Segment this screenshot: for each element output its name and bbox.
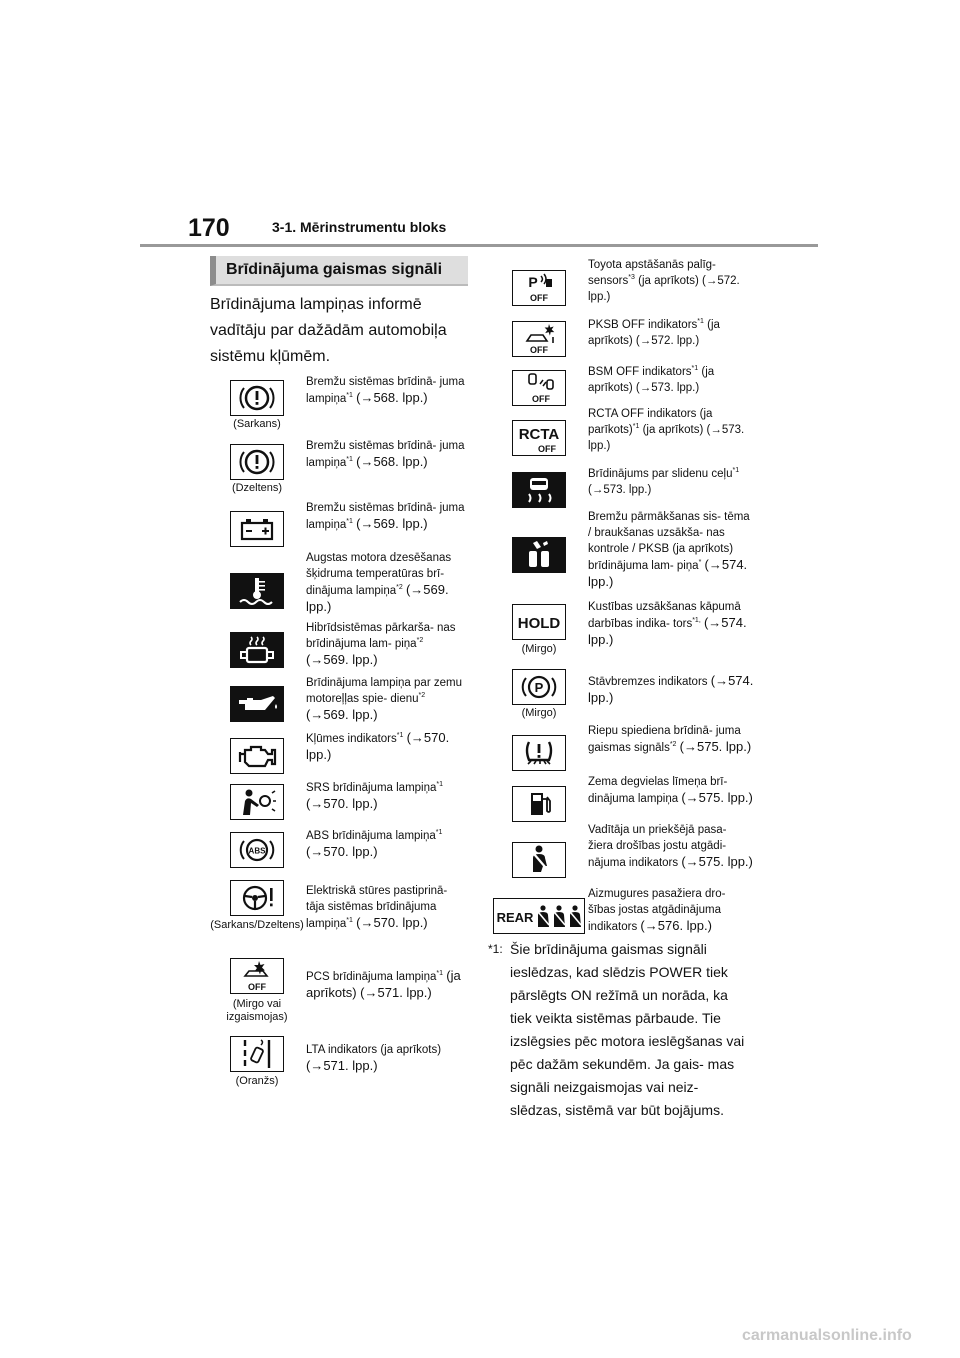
footnote-text: Šie brīdinājuma gaismas signāli ieslēdzas, kad slēdzis POWER tiek pārslēgts ON režīmā un norāda, ka tiek veikta sistēmas pārbaude. Tie izslēgsies pēc motora ieslēgšanas vai pēc dažām sekundēm. Ja gais- mas signāli neizgaismojas vai neiz- slēdzas, sistēmā var būt bojājums. [510, 941, 745, 1118]
bsm-off-icon [519, 372, 559, 404]
icon-box-power-steering [230, 880, 284, 916]
icon-box-brake-red [230, 380, 284, 416]
desc-8: ABS brīdinājuma lampiņa$^{*1}$ (→570. lpp.) [306, 829, 443, 859]
icon-box-brake-override [512, 537, 566, 573]
icon-box-hybrid [230, 632, 284, 668]
desc-r5: Bremžu pārmākšanas sis- tēma / braukšanas uzsākša- nas kontrole / PKSB (ja aprīkots) brīdinājuma lam- piņa* (→574. lpp.) [588, 511, 750, 589]
icon-box-rear-seatbelt [493, 898, 585, 934]
seatbelt-icon [519, 844, 559, 876]
hold-icon [515, 610, 563, 634]
icon-box-battery [230, 511, 284, 547]
desc-0: Bremžu sistēmas brīdinā- juma lampiņa$^{*1}$ (→568. lpp.) [306, 376, 465, 405]
caption-0: (Sarkans) [233, 418, 281, 430]
icon-box-hold [512, 604, 566, 640]
slippery-road-icon [519, 474, 559, 506]
chapter-title: 3-1. Mērinstrumentu bloks [272, 219, 447, 235]
abs-icon [237, 835, 277, 865]
icon-box-lta [230, 1036, 284, 1072]
tire-pressure-icon [519, 738, 559, 768]
icon-box-pksb [512, 321, 566, 357]
desc-r8: Riepu spiediena brīdinā- juma gaismas signāls$^{*2}$ (→575. lpp.) [588, 725, 752, 754]
desc-5: Brīdinājuma lampiņa par zemu motoreļļas spie- dienu$^{*2}$ (→569. lpp.) [306, 677, 462, 722]
icon-box-rcta [512, 420, 566, 456]
desc-r10: Vadītāja un priekšējā pasa- žiera drošības jostu atgādi- nājuma indikators (→575. lpp.) [588, 824, 753, 869]
desc-3: Augstas motora dzesēšanas šķidruma temperatūras brī- dinājuma lampiņa$^{*2}$ (→569. lpp.) [306, 552, 452, 614]
icon-box-pcs [230, 958, 284, 994]
footnote-mark: *1: [488, 942, 503, 956]
hold-label: HOLD [517, 615, 561, 632]
desc-r11: Aizmugures pasažiera dro- šības jostas atgādinājuma indikators (→576. lpp.) [588, 888, 726, 933]
desc-r3: RCTA OFF indikators (ja parīkots)$^{*1}$ (ja aprīkots) (→573. lpp.) [588, 408, 745, 452]
desc-7: SRS brīdinājuma lampiņa$^{*1}$ (→570. lpp.) [306, 781, 444, 811]
header-rule [140, 244, 818, 247]
icon-box-parking-support [512, 270, 566, 306]
parking-brake-icon [519, 672, 559, 702]
rcta-off-label: OFF [538, 444, 556, 454]
fuel-icon [519, 789, 559, 819]
pksb-off-icon [519, 323, 559, 355]
footnote [488, 938, 750, 1122]
caption-r7: (Mirgo) [521, 707, 557, 719]
caption-1: (Dzeltens) [231, 482, 283, 494]
watermark: carmanualsonline.info [742, 1327, 912, 1344]
srs-airbag-icon [237, 787, 277, 817]
icon-box-srs [230, 784, 284, 820]
section-title: Brīdinājuma gaismas signāli [226, 261, 443, 278]
desc-r7: Stāvbremzes indikators (→574. lpp.) [588, 673, 754, 705]
desc-1: Bremžu sistēmas brīdinā- juma lampiņa$^{*1}$ (→568. lpp.) [306, 440, 465, 469]
icon-box-fuel [512, 786, 566, 822]
desc-r4: Brīdinājums par slidenu ceļu$^{*1}$ (→573. lpp.) [588, 467, 740, 496]
desc-r2: BSM OFF indikators$^{*1}$ (ja aprīkots) (→573. lpp.) [588, 365, 715, 394]
lta-icon [237, 1038, 277, 1070]
oil-pressure-icon [235, 692, 279, 716]
caption-10: (Mirgo vai izgaismojas) [226, 998, 288, 1023]
power-steering-icon [237, 883, 277, 913]
abs-icon-label: ABS [248, 846, 266, 856]
caption-r6: (Mirgo) [521, 643, 557, 655]
desc-4: Hibrīdsistēmas pārkarša- nas brīdinājuma lam- piņa$^{*2}$ (→569. lpp.) [306, 622, 456, 667]
check-engine-icon [237, 742, 277, 770]
rear-seatbelt-icon [495, 901, 583, 931]
icon-box-slippery [512, 472, 566, 508]
icon-box-coolant[interactable] [230, 573, 284, 609]
desc-11: LTA indikators (ja aprīkots) (→571. lpp.) [306, 1044, 442, 1073]
coolant-temperature-icon [237, 576, 277, 606]
icon-box-abs [230, 832, 284, 868]
caption-9: (Sarkans/Dzeltens) [210, 919, 304, 931]
pcs-off-icon [237, 960, 277, 992]
pcs-off-label: OFF [248, 982, 266, 992]
rear-label: REAR [496, 910, 534, 925]
parking-support-off-icon [519, 272, 559, 304]
desc-r9: Zema degvielas līmeņa brī- dinājuma lampiņa (→575. lpp.) [588, 776, 753, 805]
rcta-label: RCTA [518, 426, 560, 443]
icon-box-bsm [512, 370, 566, 406]
brake-override-icon [519, 539, 559, 571]
icon-box-tire-pressure [512, 735, 566, 771]
icon-box-check-engine [230, 738, 284, 774]
section-heading [210, 256, 468, 286]
icon-box-seatbelt [512, 842, 566, 878]
desc-2: Bremžu sistēmas brīdinā- juma lampiņa$^{*1}$ (→569. lpp.) [306, 502, 465, 531]
icon-box-oil [230, 686, 284, 722]
desc-r1: PKSB OFF indikators$^{*1}$ (ja aprīkots) (→572. lpp.) [588, 318, 720, 347]
icon-box-brake-yellow [230, 444, 284, 480]
parking-brake-p-label: P [534, 680, 544, 695]
pksb-off-label: OFF [530, 345, 548, 355]
desc-9: Elektriskā stūres pastiprinā- tāja sistēmas brīdinājuma lampiņa$^{*1}$ (→570. lpp.) [306, 885, 448, 930]
rcta-off-icon [516, 422, 562, 454]
bsm-off-label: OFF [532, 394, 550, 404]
page-number: 170 [188, 214, 230, 242]
brake-warning-icon [239, 383, 275, 413]
desc-6: Kļūmes indikators$^{*1}$ (→570. lpp.) [306, 730, 450, 762]
icon-box-parking-brake [512, 669, 566, 705]
caption-11: (Oranžs) [235, 1075, 279, 1087]
battery-icon [239, 517, 275, 541]
intro-text: Brīdinājuma lampiņas informē vadītāju par dažādām automobiļa sistēmu kļūmēm. [210, 296, 447, 365]
desc-r0: Toyota apstāšanās palīg- sensors$^{*3}$ (ja aprīkots) (→572. lpp.) [588, 259, 740, 303]
hybrid-overheat-icon [237, 635, 277, 665]
parking-off-label: OFF [530, 293, 548, 303]
parking-p-label: P [528, 274, 538, 290]
desc-10: PCS brīdinājuma lampiņa$^{*1}$ (ja aprīkots) (→571. lpp.) [306, 968, 461, 1000]
brake-warning-icon [239, 447, 275, 477]
desc-r6: Kustības uzsākšanas kāpumā darbības indika- tors$^{*1,}$ (→574. lpp.) [588, 601, 747, 647]
